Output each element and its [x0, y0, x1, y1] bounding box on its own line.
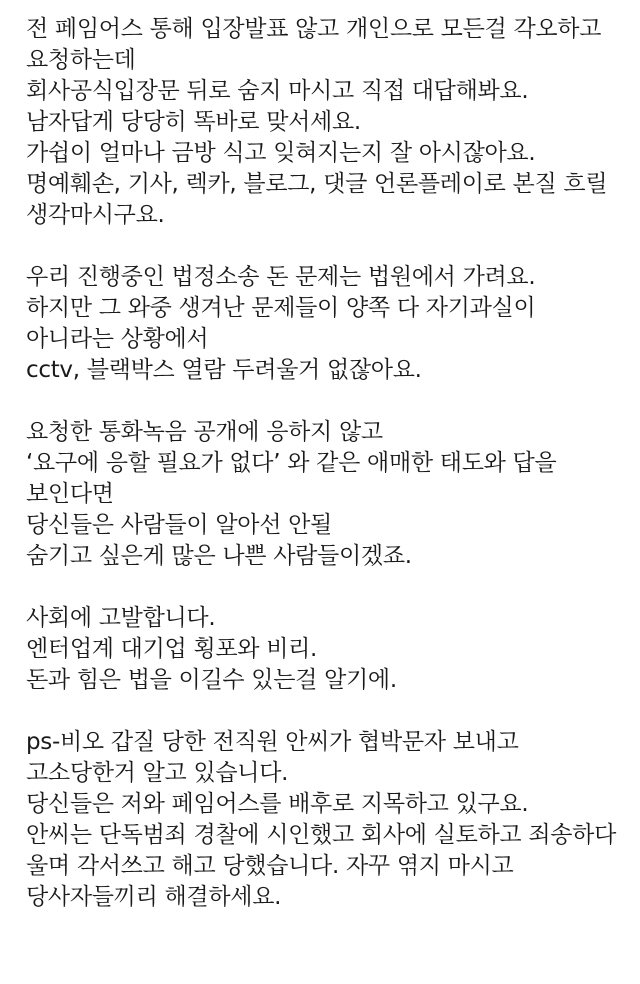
text-line: 안씨는 단독범죄 경찰에 시인했고 회사에 실토하고 죄송하다 [26, 822, 617, 848]
text-line: 당신들은 저와 페임어스를 배후로 지목하고 있구요. [26, 791, 529, 817]
text-line: 보인다면 [26, 481, 114, 507]
text-line: cctv, 블랙박스 열람 두려울거 없잖아요. [26, 357, 422, 383]
text-line: ps-비오 갑질 당한 전직원 안씨가 협박문자 보내고 [26, 729, 519, 755]
text-line: 남자답게 당당히 똑바로 맞서세요. [26, 109, 361, 135]
text-line: 하지만 그 와중 생겨난 문제들이 양쪽 다 자기과실이 [26, 295, 536, 321]
text-line: 회사공식입장문 뒤로 숨지 마시고 직접 대답해봐요. [26, 78, 529, 104]
text-line: 전 페임어스 통해 입장발표 않고 개인으로 모든걸 각오하고 [26, 16, 602, 42]
text-line: 요청한 통화녹음 공개에 응하지 않고 [26, 419, 383, 445]
paragraph [26, 727, 626, 913]
text-line: 고소당한거 알고 있습니다. [26, 760, 289, 786]
text-line: 숨기고 싶은게 많은 나쁜 사람들이겠죠. [26, 543, 412, 569]
paragraph [26, 417, 626, 572]
text-line: 사회에 고발합니다. [26, 605, 216, 631]
paragraph [26, 14, 626, 231]
text-line: 당사자들끼리 해결하세요. [26, 884, 282, 910]
text-line: 엔터업계 대기업 횡포와 비리. [26, 636, 318, 662]
text-line: 울며 각서쓰고 해고 당했습니다. 자꾸 엮지 마시고 [26, 853, 514, 879]
text-line: ‘요구에 응할 필요가 없다’ 와 같은 애매한 태도와 답을 [26, 450, 557, 476]
text-line: 우리 진행중인 법정소송 돈 문제는 법원에서 가려요. [26, 264, 536, 290]
text-line: 돈과 힘은 법을 이길수 있는걸 알기에. [26, 667, 397, 693]
text-line: 가쉽이 얼마나 금방 식고 잊혀지는지 잘 아시잖아요. [26, 140, 536, 166]
text-line: 생각마시구요. [26, 202, 165, 228]
post-body [26, 14, 626, 944]
text-line: 요청하는데 [26, 47, 136, 73]
paragraph [26, 603, 626, 696]
paragraph [26, 262, 626, 386]
text-line: 명예훼손, 기사, 렉카, 블로그, 댓글 언론플레이로 본질 흐릴 [26, 171, 608, 197]
text-line: 당신들은 사람들이 알아선 안될 [26, 512, 332, 538]
text-line: 아니라는 상황에서 [26, 326, 209, 352]
